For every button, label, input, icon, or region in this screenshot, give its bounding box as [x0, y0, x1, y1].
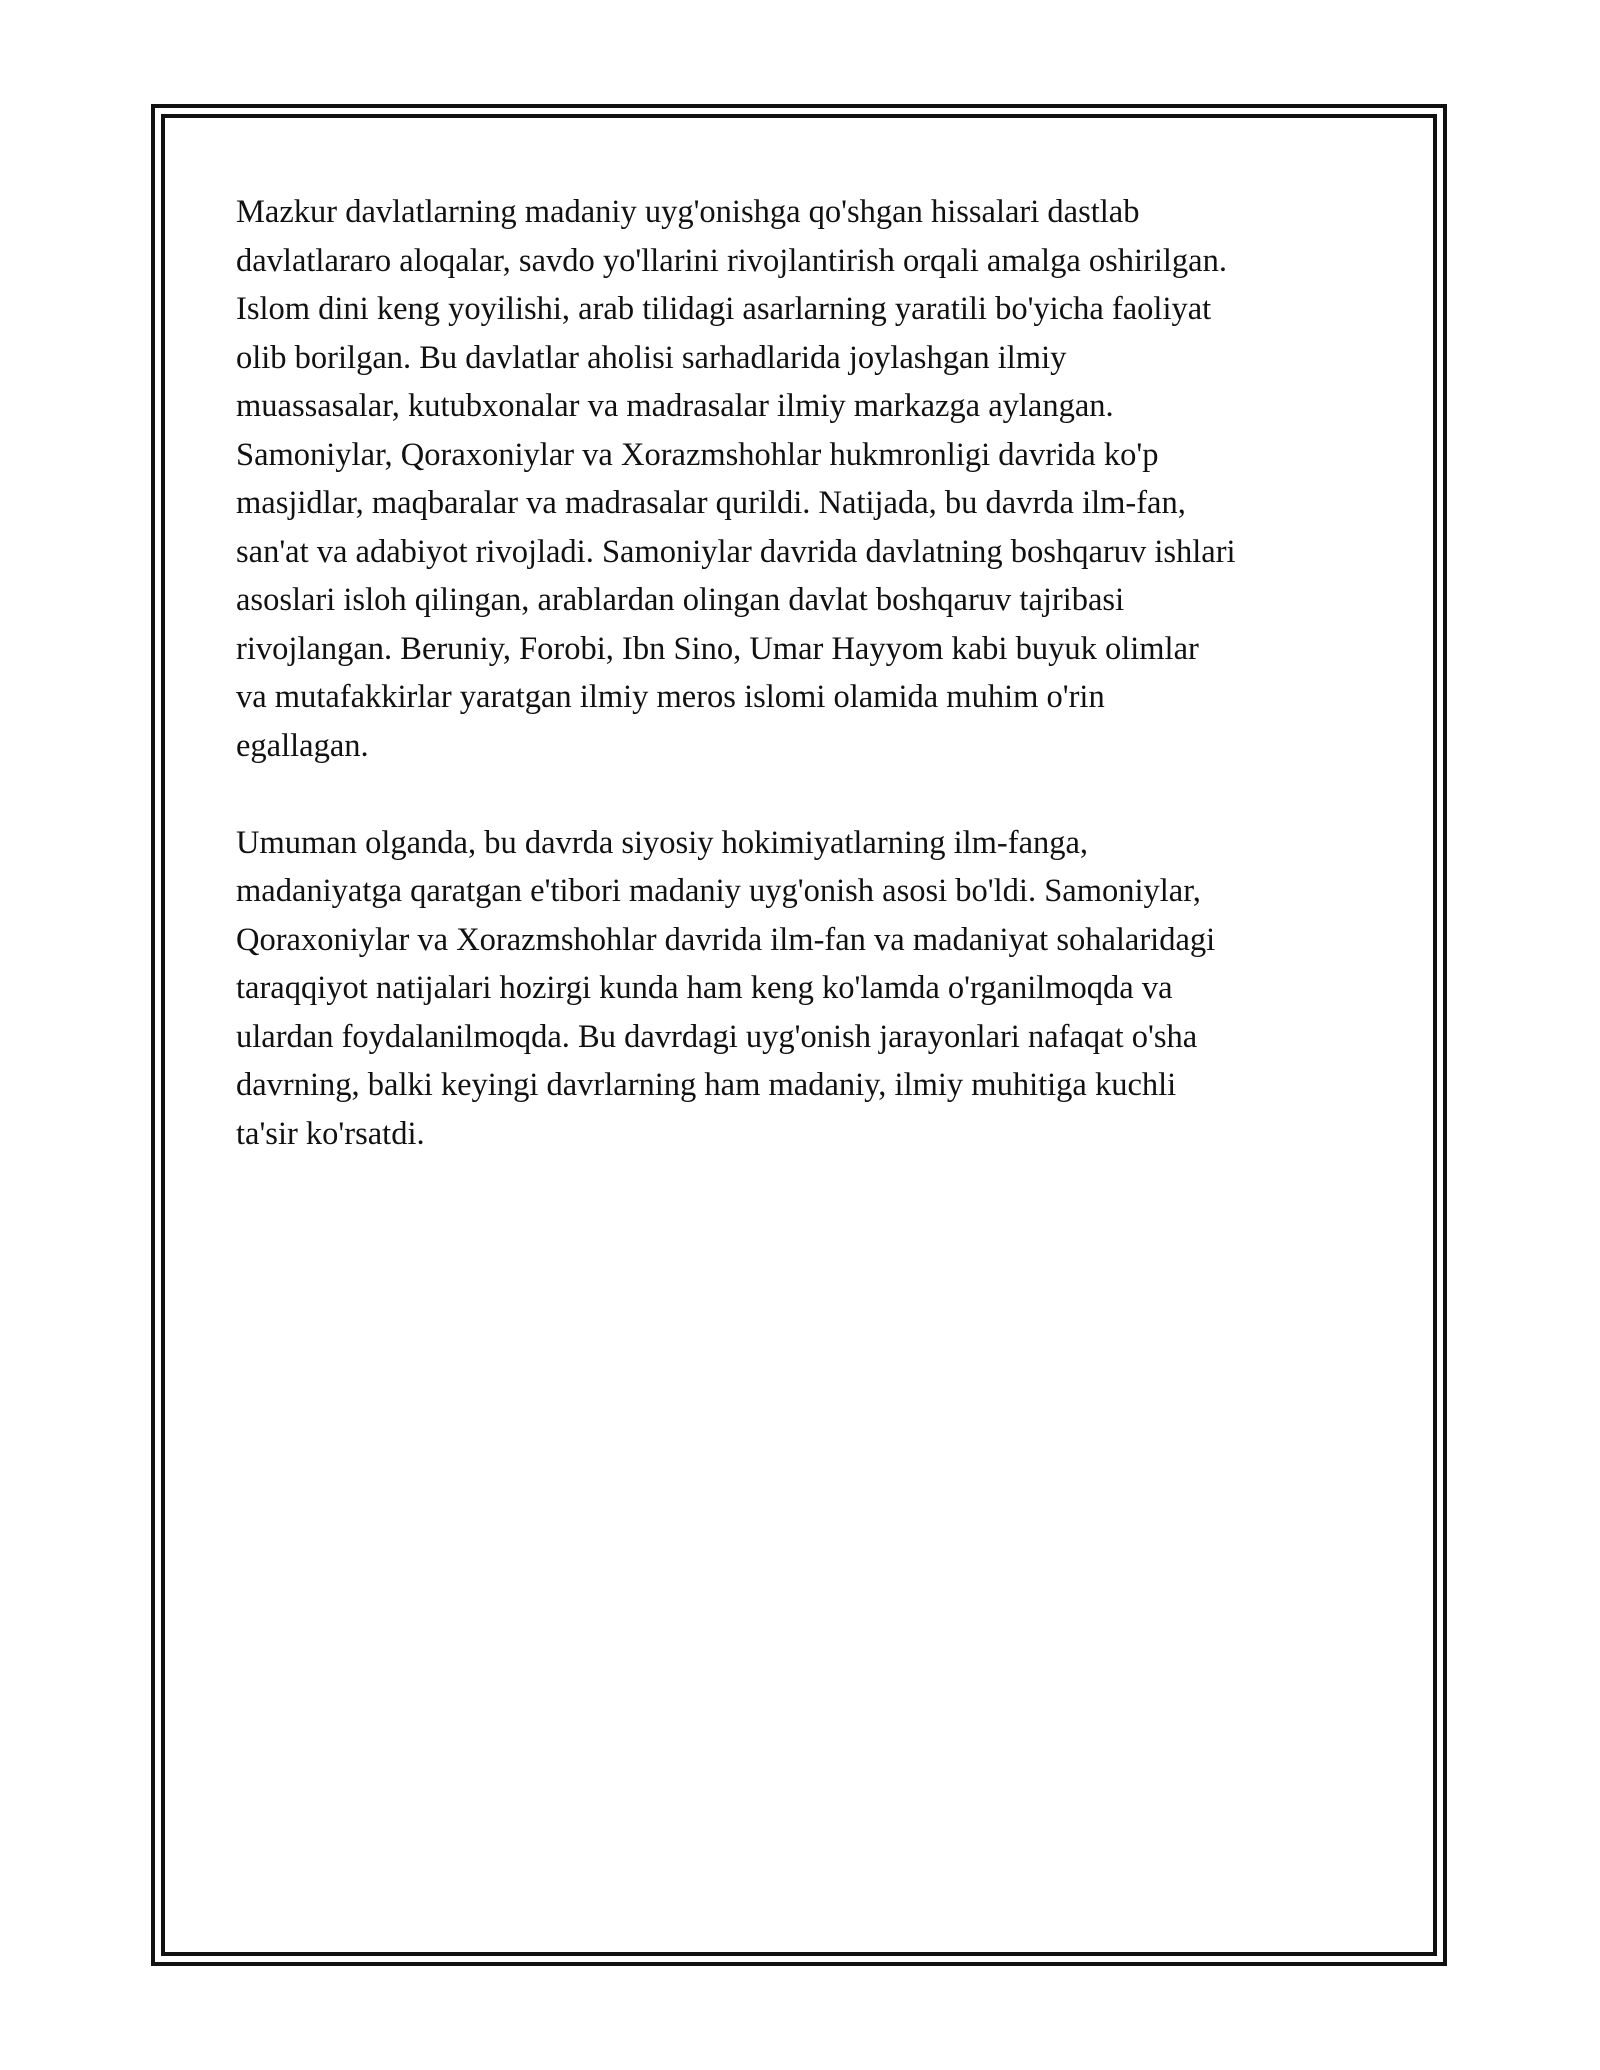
paragraph-1: Mazkur davlatlarning madaniy uyg'onishga qo'shgan hissalari dastlab davlatlararo aloqalar, savdo yo'llarini rivojlantirish orqali amalga oshirilgan. Islom dini keng yoyilishi, arab tilidagi asarlarning yaratili bo'yicha faoliyat olib borilgan. Bu davlatlar aholisi sarhadlarida joylashgan ilmiy muassasalar, kutubxonalar va madrasalar ilmiy markazga aylangan. Samoniylar, Qoraxoniylar va Xorazmshohlar hukmronligi davrida ko'p masjidlar, maqbaralar va madrasalar qurildi. Natijada, bu davrda ilm-fan, san'at va adabiyot rivojladi. Samoniylar davrida davlatning boshqaruv ishlari asoslari isloh qilingan, arablardan olingan davlat boshqaruv tajribasi rivojlangan. Beruniy, Forobi, Ibn Sino, Umar Hayyom kabi buyuk olimlar va mutafakkirlar yaratgan ilmiy meros islomi olamida muhim o'rin egallagan. — [236, 194, 1236, 764]
document-body — [236, 188, 1376, 1158]
paragraph-2: Umuman olganda, bu davrda siyosiy hokimiyatlarning ilm-fanga, madaniyatga qaratgan e'tibori madaniy uyg'onish asosi bo'ldi. Samoniylar, Qoraxoniylar va Xorazmshohlar davrida ilm-fan va madaniyat sohalaridagi taraqqiyot natijalari hozirgi kunda ham keng ko'lamda o'rganilmoqda va ulardan foydalanilmoqda. Bu davrdagi uyg'onish jarayonlari nafaqat o'sha davrning, balki keyingi davrlarning ham madaniy, ilmiy muhitiga kuchli ta'sir ko'rsatdi. — [236, 824, 1216, 1152]
